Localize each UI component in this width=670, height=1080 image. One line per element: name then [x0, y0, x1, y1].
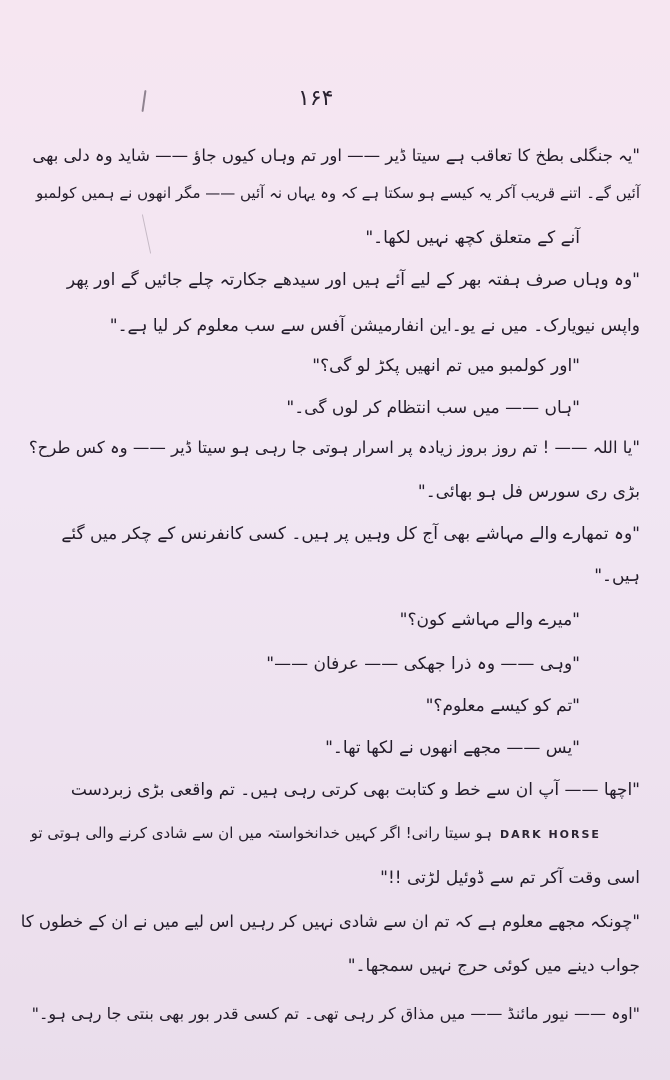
- pen-mark-faint: [142, 214, 151, 253]
- text-line: "ہاں —— میں سب انتظام کر لوں گی۔": [286, 398, 580, 418]
- text-line: بڑی ری سورس فل ہو بھائی۔": [417, 482, 640, 502]
- english-phrase: DARK HORSE: [500, 828, 601, 841]
- text-line: "چونکہ مجھے معلوم ہے کہ تم ان سے شادی نہیں کر رہیں اس لیے میں نے ان کے خطوں کا: [20, 912, 640, 931]
- text-line: "میرے والے مہاشے کون؟": [399, 610, 580, 630]
- text-line: "تم کو کیسے معلوم؟": [425, 696, 580, 716]
- text-line: "وہی —— وہ ذرا جھکی —— عرفان ——": [266, 654, 580, 674]
- text-line: آئیں گے۔ اتنے قریب آکر یہ کیسے ہو سکتا ہے کہ وہ یہاں نہ آئیں —— مگر انھوں نے ہمیں کولمبو: [36, 184, 640, 202]
- page-number: ۱۶۴: [298, 86, 334, 111]
- pen-mark: [141, 90, 146, 112]
- text-line: اسی وقت آکر تم سے ڈوئیل لڑتی !!": [380, 868, 640, 888]
- text-line: "یہ جنگلی بطخ کا تعاقب ہے سیتا ڈیر —— اور تم وہاں کیوں جاؤ —— شاید وہ دلی بھی: [32, 146, 640, 165]
- text-line: ہیں۔": [594, 566, 640, 586]
- text-line: واپس نیویارک۔ میں نے یو۔این انفارمیشن آفس سے سب معلوم کر لیا ہے۔": [109, 316, 640, 336]
- text-line: "وہ وہاں صرف ہفتہ بھر کے لیے آئے ہیں اور سیدھے جکارتہ چلے جائیں گے اور پھر: [66, 270, 640, 290]
- text-line: "یس —— مجھے انھوں نے لکھا تھا۔": [325, 738, 580, 758]
- text-line: آنے کے متعلق کچھ نہیں لکھا۔": [365, 228, 580, 248]
- text-line: "وہ تمھارے والے مہاشے بھی آج کل وہیں پر ہیں۔ کسی کانفرنس کے چکر میں گئے: [61, 524, 640, 544]
- text-line: "اوہ —— نیور مائنڈ —— میں مذاق کر رہی تھی۔ تم کسی قدر بور بھی بنتی جا رہی ہو۔": [31, 1004, 640, 1023]
- text-line: "اچھا —— آپ ان سے خط و کتابت بھی کرتی رہی ہیں۔ تم واقعی بڑی زبردست: [70, 780, 640, 800]
- text-line: جواب دینے میں کوئی حرج نہیں سمجھا۔": [347, 956, 640, 976]
- text-line: "اور کولمبو میں تم انھیں پکڑ لو گی؟": [312, 356, 580, 376]
- text-line: ہو سیتا رانی! اگر کہیں خدانخواستہ میں ان سے شادی کرنے والی ہوتی تو: [30, 824, 492, 842]
- text-line: "یا اللہ —— ! تم روز بروز زیادہ پر اسرار ہوتی جا رہی ہو سیتا ڈیر —— وہ کس طرح؟: [28, 438, 640, 457]
